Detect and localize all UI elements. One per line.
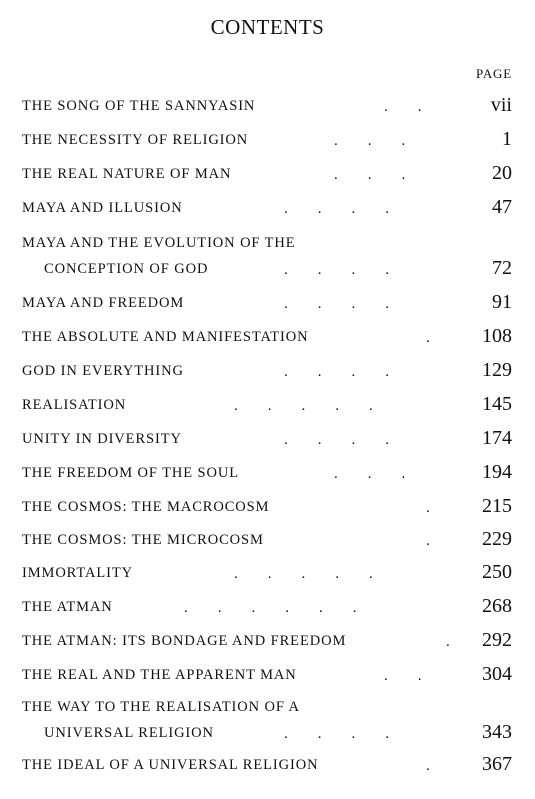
toc-entry bbox=[22, 495, 512, 519]
toc-entry-page: 1 bbox=[502, 128, 512, 150]
toc-entry bbox=[22, 291, 512, 315]
toc-entry-title-line1: MAYA AND THE EVOLUTION OF THE bbox=[22, 235, 296, 251]
toc-entry-page: 304 bbox=[482, 663, 512, 685]
leader-dots: . . . . bbox=[284, 296, 389, 312]
toc-entry-title: THE ABSOLUTE AND MANIFESTATION bbox=[22, 329, 309, 345]
toc-entry-page: 194 bbox=[482, 461, 512, 483]
toc-entry bbox=[22, 359, 512, 383]
toc-entry-title: IMMORTALITY bbox=[22, 565, 133, 581]
toc-entry-title: MAYA AND FREEDOM bbox=[22, 295, 185, 311]
toc-entry-page: 215 bbox=[482, 495, 512, 517]
toc-entry bbox=[22, 162, 512, 186]
toc-entry-title: UNITY IN DIVERSITY bbox=[22, 431, 182, 447]
leader-dots: . bbox=[426, 758, 430, 774]
leader-dots: . . . . bbox=[284, 262, 389, 278]
leader-dots: . bbox=[446, 634, 450, 650]
toc-entry-page: 145 bbox=[482, 393, 512, 415]
leader-dots: . . . bbox=[334, 167, 406, 183]
toc-entry-title: THE SONG OF THE SANNYASIN bbox=[22, 98, 256, 114]
toc-entry bbox=[22, 325, 512, 349]
toc-entry bbox=[22, 753, 512, 777]
leader-dots: . . . . bbox=[284, 432, 389, 448]
toc-entry-page: 91 bbox=[492, 291, 512, 313]
toc-entry-title: THE NECESSITY OF RELIGION bbox=[22, 132, 249, 148]
toc-entry-title-line1: THE WAY TO THE REALISATION OF A bbox=[22, 699, 300, 715]
toc-entry bbox=[22, 528, 512, 552]
toc-entry-page: 367 bbox=[482, 753, 512, 775]
leader-dots: . bbox=[426, 500, 430, 516]
toc-entry-title: GOD IN EVERYTHING bbox=[22, 363, 184, 379]
toc-entry-title: THE COSMOS: THE MICROCOSM bbox=[22, 532, 264, 548]
toc-entry bbox=[22, 196, 512, 220]
leader-dots: . bbox=[426, 533, 430, 549]
toc-entry-page: 250 bbox=[482, 561, 512, 583]
toc-entry-page: 343 bbox=[482, 721, 512, 743]
toc-entry-title: THE IDEAL OF A UNIVERSAL RELIGION bbox=[22, 757, 319, 773]
toc-entry bbox=[22, 595, 512, 619]
toc-entry bbox=[22, 721, 512, 745]
toc-entry-page: 174 bbox=[482, 427, 512, 449]
leader-dots: . . bbox=[384, 99, 422, 115]
toc-entry bbox=[22, 561, 512, 585]
toc-entry-page: 129 bbox=[482, 359, 512, 381]
toc-entry-title: MAYA AND ILLUSION bbox=[22, 200, 183, 216]
toc-entry-title: CONCEPTION OF GOD bbox=[44, 261, 209, 277]
toc-entry-title: THE FREEDOM OF THE SOUL bbox=[22, 465, 239, 481]
toc-entry-title: THE REAL AND THE APPARENT MAN bbox=[22, 667, 297, 683]
toc-entry-title: THE ATMAN bbox=[22, 599, 113, 615]
toc-entry-page: 72 bbox=[492, 257, 512, 279]
toc-entry bbox=[22, 257, 512, 281]
toc-entry-page: 20 bbox=[492, 162, 512, 184]
leader-dots: . . . . bbox=[284, 201, 389, 217]
toc-entry bbox=[22, 128, 512, 152]
toc-entry-page: 47 bbox=[492, 196, 512, 218]
toc-entry-page: 108 bbox=[482, 325, 512, 347]
leader-dots: . . . . bbox=[284, 364, 389, 380]
toc-entry bbox=[22, 393, 512, 417]
leader-dots: . . . . . . bbox=[184, 600, 357, 616]
toc-entry-title: THE COSMOS: THE MACROCOSM bbox=[22, 499, 270, 515]
toc-entry bbox=[22, 663, 512, 687]
toc-entry-page: 229 bbox=[482, 528, 512, 550]
leader-dots: . . . . . bbox=[234, 398, 373, 414]
leader-dots: . . . bbox=[334, 466, 406, 482]
page-column-heading: PAGE bbox=[476, 66, 512, 81]
toc-entry bbox=[22, 629, 512, 653]
leader-dots: . bbox=[426, 330, 430, 346]
toc-entry-page: vii bbox=[490, 94, 512, 116]
leader-dots: . . bbox=[384, 668, 422, 684]
toc-entry-page: 268 bbox=[482, 595, 512, 617]
toc-entry-title: REALISATION bbox=[22, 397, 127, 413]
leader-dots: . . . . . bbox=[234, 566, 373, 582]
toc-entry bbox=[22, 461, 512, 485]
toc-entry bbox=[22, 94, 512, 118]
toc-entry-title: UNIVERSAL RELIGION bbox=[44, 725, 214, 741]
leader-dots: . . . . bbox=[284, 726, 389, 742]
toc-entry bbox=[22, 427, 512, 451]
page-title: CONTENTS bbox=[210, 15, 325, 39]
leader-dots: . . . bbox=[334, 133, 406, 149]
toc-entry-title: THE ATMAN: ITS BONDAGE AND FREEDOM bbox=[22, 633, 347, 649]
toc-entry-page: 292 bbox=[482, 629, 512, 651]
toc-entry-title: THE REAL NATURE OF MAN bbox=[22, 166, 232, 182]
